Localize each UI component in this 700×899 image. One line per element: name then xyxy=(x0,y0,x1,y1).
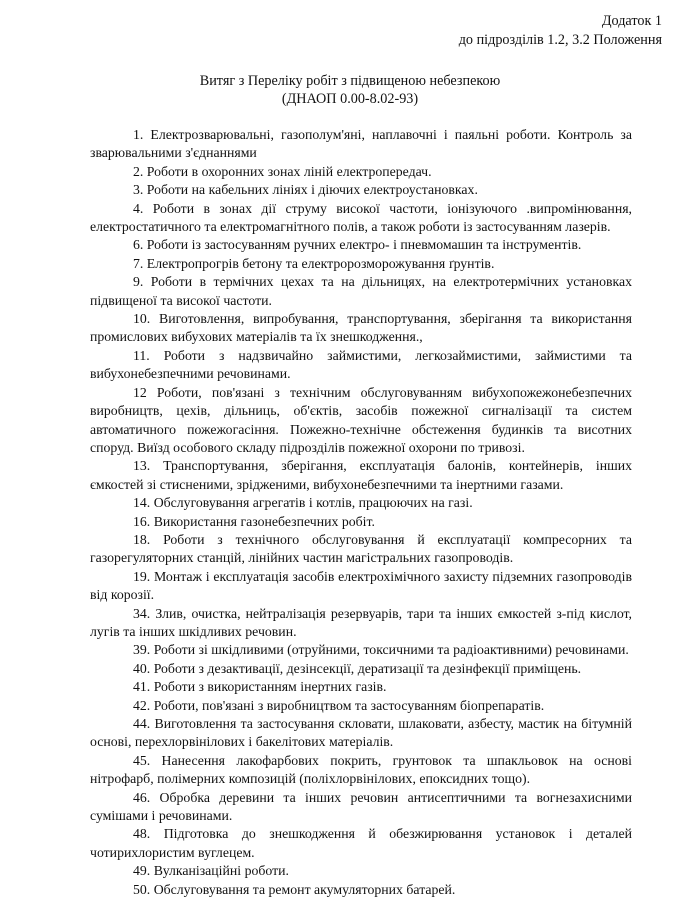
list-item: 16. Використання газонебезпечних робіт. xyxy=(133,513,375,529)
annex-reference: до підрозділів 1.2, 3.2 Положення xyxy=(458,32,662,48)
list-item: 34. Злив, очистка, нейтралізація резервуарів, тари та інших ємкостей з-під кислот, лугів та інших шкідливих речовин. xyxy=(90,605,632,639)
list-item: 45. Нанесення лакофарбових покрить, грунтовок та шпакльовок на основі нітрофарб, полімерних композицій (поліхлорвінілових, епоксидних тощо). xyxy=(90,752,632,787)
title-line: Витяг з Переліку робіт з підвищеною небезпекою xyxy=(199,73,501,89)
list-item: 46. Обробка деревини та інших речовин антисептичними та вогнезахисними сумішами і речовинами. xyxy=(90,789,632,824)
list-item: 9. Роботи в термічних цехах та на дільницях, на електротермічних установках підвищеної та високої частоти. xyxy=(90,274,632,308)
list-item: 49. Вулканізаційні роботи. xyxy=(133,863,289,879)
work-list xyxy=(90,126,632,899)
title-standard-code: (ДНАОП 0.00-8.02-93) xyxy=(281,91,419,107)
list-item: 1. Електрозварювальні, газополум'яні, наплавочні і паяльні роботи. Контроль за зварювальними з'єднаннями xyxy=(90,127,632,161)
list-item: 14. Обслуговування агрегатів і котлів, працюючих на газі. xyxy=(133,495,473,511)
document-title xyxy=(0,72,700,108)
list-item: 11. Роботи з надзвичайно займистими, легкозаймистими, займистими та вибухонебезпечними речовинами. xyxy=(90,347,632,382)
list-item: 13. Транспортування, зберігання, експлуатація балонів, контейнерів, інших ємкостей зі стисненими, зрідженими, вибухонебезпечними та інертними газами. xyxy=(90,458,632,492)
list-item: 7. Електропрогрів бетону та електророзморожування ґрунтів. xyxy=(133,255,495,271)
list-item: 39. Роботи зі шкідливими (отруйними, токсичними та радіоактивними) речовинами. xyxy=(133,642,629,658)
list-item: 41. Роботи з використанням інертних газів. xyxy=(133,679,387,695)
list-item: 48. Підготовка до знешкодження й обезжирювання установок і деталей чотирихлористим вуглецем. xyxy=(90,826,632,860)
list-item: 19. Монтаж і експлуатація засобів електрохімічного захисту підземних газопроводів від корозії. xyxy=(90,568,632,603)
list-item: 4. Роботи в зонах дії струму високої частоти, іонізуючого .випромінювання, електростатичного та електромагнітного полів, а також роботи із застосуванням лазерів. xyxy=(90,200,632,235)
list-item: 6. Роботи із застосуванням ручних електро- і пневмомашин та інструментів. xyxy=(133,237,582,253)
annex-header xyxy=(459,12,662,50)
list-item: 12 Роботи, пов'язані з технічним обслуговуванням вибухопожежонебезпечних виробництв, цехів, дільниць, об'єктів, засобів пожежної сигналізації та систем автоматичного пожежогасіння. Пожежно-технічне обстеження будинків та висотних споруд. Виїзд особового складу підрозділів пожежної охорони по тривозі. xyxy=(90,384,632,455)
annex-number: Додаток 1 xyxy=(601,13,662,29)
list-item: 2. Роботи в охоронних зонах ліній електропередач. xyxy=(133,163,432,179)
list-item: 40. Роботи з дезактивації, дезінсекції, дератизації та дезінфекції приміщень. xyxy=(133,660,582,676)
list-item: 50. Обслуговування та ремонт акумуляторних батарей. xyxy=(133,881,456,897)
list-item: 42. Роботи, пов'язані з виробництвом та застосуванням біопрепаратів. xyxy=(133,697,545,713)
list-item: 44. Виготовлення та застосування скловати, шлаковати, азбесту, мастик на бітумній основі, перехлорвінілових і бакелітових матеріалів. xyxy=(90,716,632,750)
list-item: 10. Виготовлення, випробування, транспортування, зберігання та використання промислових вибухових матеріалів та їх знешкодження., xyxy=(90,311,632,345)
list-item: 18. Роботи з технічного обслуговування й експлуатації компресорних та газорегуляторних станцій, лінійних частин магістральних газопроводів. xyxy=(90,531,632,566)
list-item: 3. Роботи на кабельних лініях і діючих електроустановках. xyxy=(133,182,478,198)
